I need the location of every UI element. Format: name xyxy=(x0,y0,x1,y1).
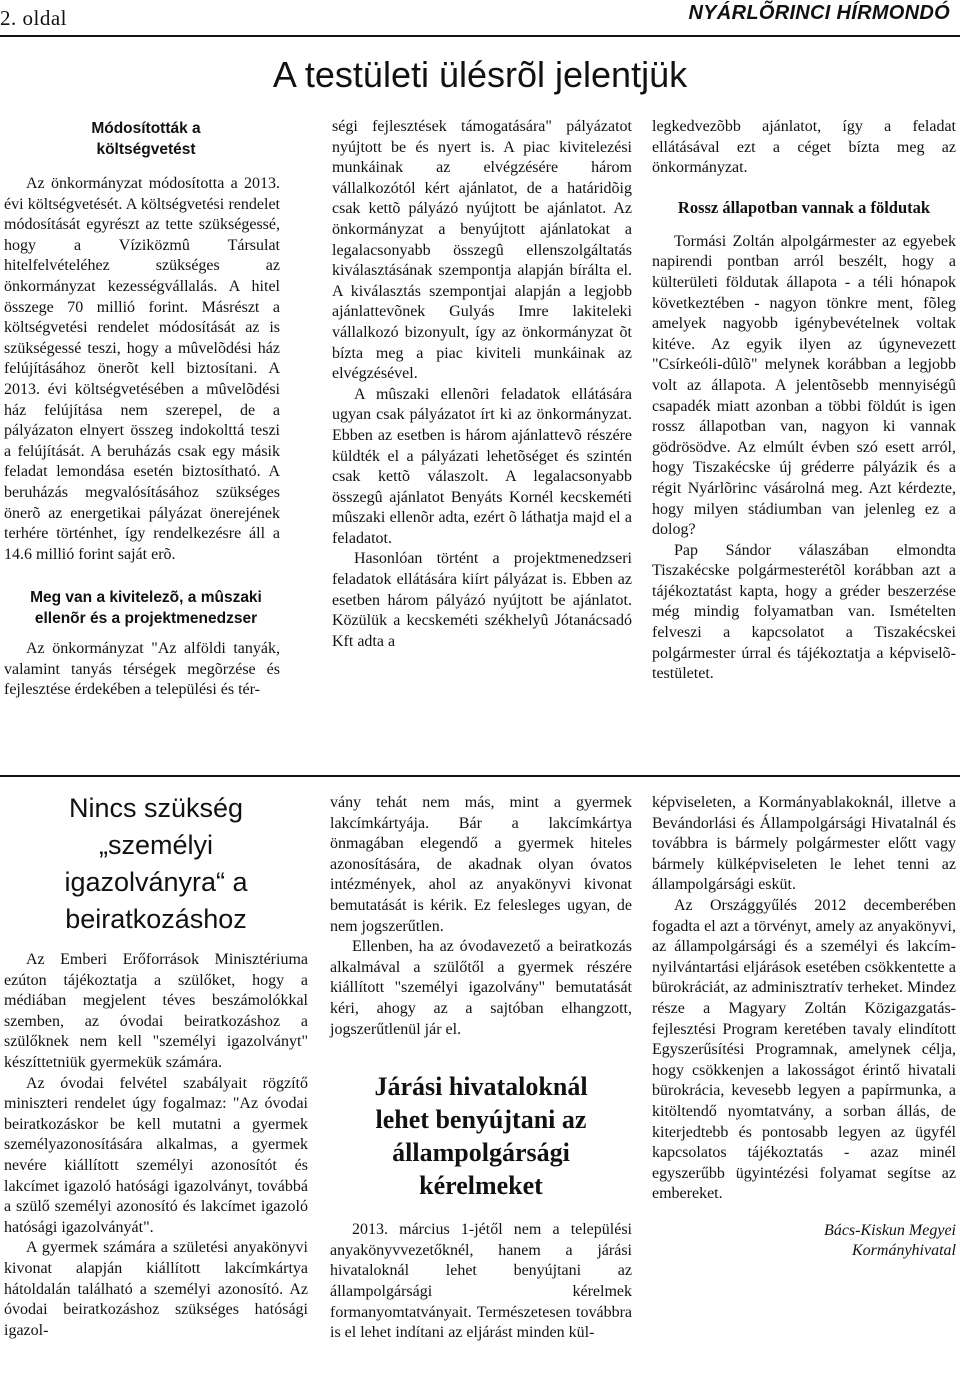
paragraph: Az Országgyűlés 2012 decemberében fogadta el azt a törvényt, amely az anyakönyvi, az állampolgársági és a személyi és lakcím-nyilvántartási eljárások esetében csökkentette a bürokráciát, az adminisztratív terheket. Mindez része a Magyary Zoltán Közigazgatás-fejlesztési Program keretében tavaly elindított Egyszerűsítési Programnak, amelynek célja, hogy csökkenjen a lakosságot érintő hivatali bürokrácia, kevesebb legyen a papírmunka, a kitöltendő nyomtatvány, a sorban állás, de kiterjedtebb és pontosabb legyen az ügyfél kapcsolatos tájékoztatás - azaz minél egyszerűbb ügyintézési folyamat segítse az embereket. xyxy=(652,896,956,1203)
signature-line-2: Kormányhivatal xyxy=(852,1242,956,1260)
subheading-budget: Módosították a költségvetést xyxy=(91,120,201,158)
page-number: 2. oldal xyxy=(0,6,67,30)
paragraph: Ellenben, ha az óvodavezető a beiratkozás alkalmával a szülőtől a gyermek részére kiállított "személyi igazolvány" bemutatását kéri, ahogy az a sajtóban elhangzott, jogszerűtlenül jár el. xyxy=(330,938,632,1038)
section-divider xyxy=(0,775,960,777)
paragraph: A gyermek számára a születési anyakönyvi kivonat alapján kiállított lakcímkártya hátoldalán található a személyi azonosító. Az óvodai beiratkozáshoz szükséges hatósági igazol- xyxy=(4,1239,308,1339)
header-rule xyxy=(0,35,960,37)
paragraph: 2013. március 1-jétől nem a települési anyakönyvvezetőknél, hanem a járási hivataloknál lehet benyújtani az állampolgársági kérelmek formanyomtatványait. Természetesen továbbra is el lehet indítani az eljárást minden kül- xyxy=(330,1221,632,1342)
paragraph: képviseleten, a Kormányablakoknál, illetve a Bevándorlási és Állampolgársági Hivatalnál és továbbra is bármely polgármester előtt vagy bármely külképviseleten le lehet tenni az állampolgársági esküt. xyxy=(652,794,956,894)
article3-column-3 xyxy=(652,793,956,1262)
subheading-contractor: Meg van a kivitelezõ, a mûszaki ellenõr és a projektmenedzser xyxy=(30,589,262,628)
paragraph: legkedvezõbb ajánlatot, így a feladat ellátásával ezt a céget bízta meg az önkormányzat. xyxy=(652,118,956,177)
signature-line-1: Bács-Kiskun Megyei xyxy=(824,1221,956,1239)
paragraph: A mûszaki ellenõri feladatok ellátására ugyan csak pályázatot írt ki az önkormányzat. Ebben az esetben is három ajánlattevõ részére küldték el a pályázati lehetõséget és szintén csak kettõ válaszolt. A legalacsonyabb összegû ajánlatot Benyáts Kornél kecskeméti mûszaki ellenõr adta, ezért õ láthatja majd el a feladatot. xyxy=(332,385,632,547)
article2-column-1 xyxy=(4,790,308,1341)
newspaper-name: NYÁRLÕRINCI HÍRMONDÓ xyxy=(688,2,950,24)
paragraph: Tormási Zoltán alpolgármester az egyebek napirendi pontban arról beszélt, hogy a külterületi földutak állapota - a téli hónapok következtében - nagyon tönkre ment, fõleg amelyek nagyobb igénybevételnek voltak kitéve. Az egyik ilyen az úgynevezett "Csírkeóli-dûlõ" melynek korábban a legjobb volt az állapota. A jelentõsebb mennyiségû csapadék miatt azonban a többi földút is igen rossz állapotban van, nagyon ki vannak gödrösödve. Az elmúlt évben szó esett arról, hogy Tiszakécske új gréderre pályázik és a régit Nyárlõrinc vásárolná meg. Azt kérdezte, hogy milyen stádiumban van jelenleg ez a dolog? xyxy=(652,232,956,539)
article1-column-3 xyxy=(652,117,956,685)
article-main-title: A testületi ülésrõl jelentjük xyxy=(272,54,688,95)
article2-column-2 xyxy=(330,793,632,1344)
paragraph: Pap Sándor válaszában elmondta Tiszakécske polgármesterétõl korábban azt a tájékoztatást kapta, hogy a gréder beszerzése még mindig folyamatban van. Ismételten felveszi a kapcsolatot a Tiszakécskei polgármester úrral és tájékoztatja a képviselõ-testületet. xyxy=(652,541,956,683)
paragraph: Az Emberi Erőforrások Minisztériuma ezúton tájékoztatja a szülőket, hogy a médiában megjelent téves beszámolókkal szemben, az óvodai beiratkozáshoz a szülőknek nem kell "személyi igazolványt" készíttetniük gyermekük számára. xyxy=(4,951,308,1071)
paragraph: Az önkormányzat "Az alföldi tanyák, valamint tanyás térségek megõrzése és fejlesztése érdekében a települési és tér- xyxy=(4,640,280,699)
article1-column-2 xyxy=(332,117,632,652)
paragraph: Az óvodai felvétel szabályait rögzítő miniszteri rendelet úgy fogalmaz: "Az óvodai beiratkozáskor be kell mutatni a gyermek személyazonosítására alkalmas, a gyermek nevére kiállított személyi azonosítót és lakcímet igazoló hatósági igazolványt, továbbá a szülő személyi azonosító és lakcímet igazoló hatósági igazolványát". xyxy=(4,1074,308,1236)
paragraph: ségi fejlesztések támogatására" pályázatot nyújtott be és nyert is. A piac kivitelezési munkáinak az elvégzésére három vállalkozótól kért ajánlatot, de a határidõig csak kettõ pályázó nyújtott be ajánlatot. Az önkormányzat a benyújtott ajánlatokat a legalacsonyabb összegû ellenszolgáltatás kiválasztásának szempontja alapján bírálta el. A kiválasztás szempontjai alapján a legjobb ajánlattevõnek Gulyás Imre lakiteleki vállalkozó bizonyult, így az önkormányzat õt bízta meg a piac kiviteli munkáinak az elvégzésével. xyxy=(332,118,632,383)
article3-title: Járási hivataloknál lehet benyújtani az állampolgársági kérelmeket xyxy=(374,1072,588,1201)
paragraph: Az önkormányzat módosította a 2013. évi költségvetését. A költségvetési rendelet módosítását egyrészt az tette szükségessé, hogy a Víziközmû Társulat hitelfelvételéhez szükséges az önkormányzat kezességvállalás. A hitel összege 70 millió forint. Másrészt a költségvetési rendelet módosítását az is szükségessé teszi, hogy a mûvelõdési ház felújításához önerõt kell biztosítani. A 2013. évi költségvetésében a mûvelõdési ház felújítása nem szerepel, de a pályázaton elnyert összeg indokolttá teszi a felújítását. A beruházás csak egy másik feladat lemondása esetén biztosítható. A beruházás megvalósításához szükséges önerõ az energetikai pályázat önerejének terhére történhet, így rendelkezésre áll a 14.6 millió forint saját erõ. xyxy=(4,175,280,563)
subheading-roads: Rossz állapotban vannak a földutak xyxy=(677,197,931,217)
paragraph: vány tehát nem más, mint a gyermek lakcímkártyája. Bár a lakcímkártya önmagában elegendő a gyermek hiteles azonosítására, de akadnak olyan óvatos intézmények, ahol az anyakönyvi kivonat bemutatását is kérik. Ez felesleges ugyan, de nem jogszerűtlen. xyxy=(330,794,632,935)
article2-title: Nincs szükség „személyi igazolványra“ a beiratkozáshoz xyxy=(64,793,248,934)
paragraph: Hasonlóan történt a projektmenedzseri feladatok ellátására kiírt pályázat is. Ebben az esetben három pályázó nyújtott be ajánlatot. Közülük a kecskeméti székhelyû Jótanácsadó Kft adta a xyxy=(332,550,632,650)
article1-column-1 xyxy=(4,118,280,701)
